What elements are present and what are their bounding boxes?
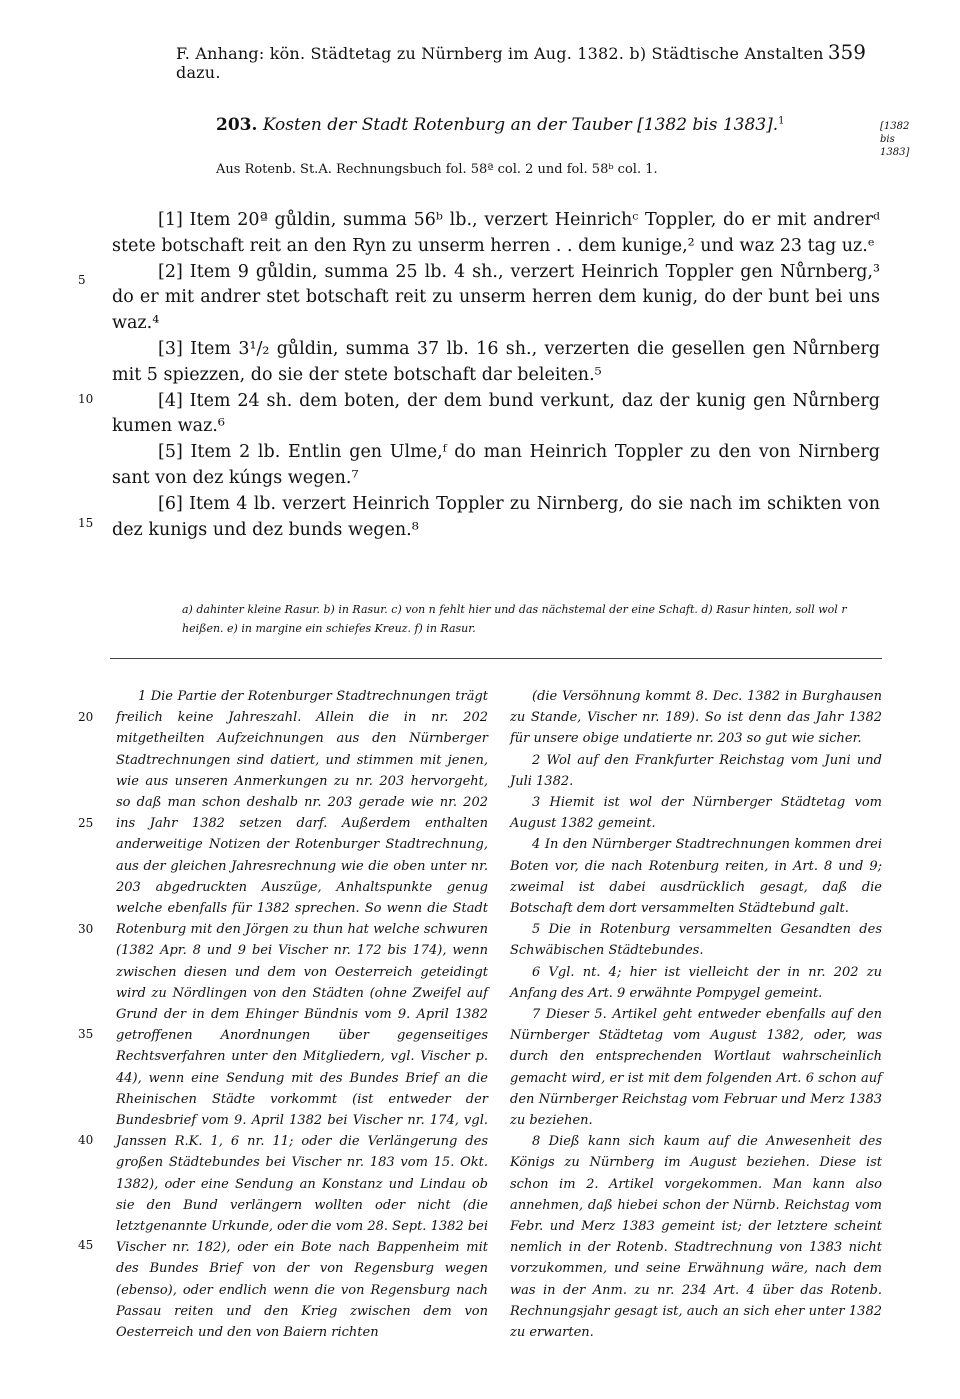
text-paragraph: [1] Item 20ª gůldin, summa 56ᵇ lb., verzert Heinrichᶜ Toppler, do er mit andrerᵈ stete botschaft reit an den Ryn zu unserm herren . . dem kunige,² und waz 23 tag uz.ᵉ	[112, 210, 880, 256]
document-number: 203.	[216, 115, 258, 135]
text-paragraph: [6] Item 4 lb. verzert Heinrich Toppler zu Nirnberg, do sie nach im schikten von dez kunigs und dez bunds wegen.⁸	[112, 493, 880, 540]
footnote: 8 Dieß kann sich kaum auf die Anwesenheit des Königs zu Nürnberg im August beziehen. Diese ist schon im 2. Artikel vorgekommen. Man kann also annehmen, daß hiebei schon der Nürnb. Reichstag vom Febr. und Merz 1383 gemeint ist; der letztere scheint nemlich in der Rotenb. Stadtrechnung von 1383 nicht vorzukommen, und seine Erwähnung wäre, nach dem was in der Anm. zu nr. 234 Art. 4 über das Rotenb. Rechnungsjahr gesagt ist, auch an sich eher unter 1382 zu erwarten.	[510, 1134, 882, 1341]
footnotes-right-column	[510, 686, 882, 1343]
main-text	[112, 208, 880, 543]
document-title: Kosten der Stadt Rotenburg an der Tauber [1382 bis 1383].	[262, 115, 779, 135]
footnote: 2 Wol auf den Frankfurter Reichstag vom Juni und Juli 1382.	[510, 752, 882, 789]
margin-date: [1382 bis 1383]	[880, 121, 910, 158]
title-footnote-ref: 1	[778, 115, 785, 127]
document-heading	[216, 115, 816, 135]
line-number: 30	[78, 922, 94, 936]
source-line: Aus Rotenb. St.A. Rechnungsbuch fol. 58ª col. 2 und fol. 58ᵇ col. 1.	[216, 162, 658, 177]
footnote: 1 Die Partie der Rotenburger Stadtrechnungen trägt freilich keine Jahreszahl. Allein die in nr. 202 mitgetheilten Aufzeichnungen aus den Nürnberger Stadtrechnungen sind datiert, und stimmen mit jenen, wie aus unseren Anmerkungen zu nr. 203 hervorgeht, so daß man schon deshalb nr. 203 gerade wie nr. 202 ins Jahr 1382 setzen darf. Außerdem enthalten anderweitige Notizen der Rotenburger Stadtrechnung, aus der gleichen Jahresrechnung wie die oben unter nr. 203 abgedruckten Auszüge, Anhaltspunkte genug welche ebenfalls für 1382 sprechen. So wenn die Stadt Rotenburg mit den Jörgen zu thun hat welche schwuren (1382 Apr. 8 und 9 bei Vischer nr. 172 bis 174), wenn zwischen diesen und dem von Oesterreich geteidingt wird zu Nördlingen von den Städten (ohne Zweifel auf Grund der in dem Ehinger Bündnis vom 9. April 1382 getroffenen Anordnungen über gegenseitiges Rechtsverfahren unter den Mitgliedern, vgl. Vischer p. 44), wenn eine Sendung mit des Bundes Brief an die Rheinischen Städte vorkommt (ist entweder der Bundesbrief vom 9. April 1382 bei Vischer nr. 174, vgl. Janssen R.K. 1, 6 nr. 11; oder die Verlängerung des großen Städtebundes bei Vischer nr. 183 vom 15. Okt. 1382), oder eine Sendung an Konstanz und Lindau ob sie den Bund verlängern wollten oder nicht (die letztgenannte Urkunde, oder die vom 28. Sept. 1382 bei Vischer nr. 182), oder ein Bote nach Bappenheim mit des Bundes Brief von der von Regensburg wegen (ebenso), oder endlich wenn die von Regensburg nach Passau reiten und den Krieg zwischen dem von Oesterreich und den von Baiern richten	[116, 689, 488, 1341]
footnote: 4 In den Nürnberger Stadtrechnungen kommen drei Boten vor, die nach Rotenburg reiten, in Art. 8 und 9; zweimal ist dabei ausdrücklich gesagt, daß die Botschaft dem dort versammelten Städtebund galt.	[510, 837, 882, 917]
text-paragraph: [3] Item 3¹/₂ gůldin, summa 37 lb. 16 sh., verzerten die gesellen gen Nůrnberg mit 5 spiezzen, do sie der stete botschaft dar beleiten.⁵	[112, 338, 880, 385]
line-number: 15	[78, 516, 94, 530]
footnote: (die Versöhnung kommt 8. Dec. 1382 in Burghausen zu Stande, Vischer nr. 189). So ist denn das Jahr 1382 für unsere obige undatierte nr. 203 so gut wie sicher.	[510, 689, 882, 747]
running-head-title: F. Anhang: kön. Städtetag zu Nürnberg im Aug. 1382. b) Städtische Anstalten dazu.	[176, 44, 824, 82]
critical-apparatus: a) dahinter kleine Rasur. b) in Rasur. c) von n fehlt hier und das nächstemal der eine Schaft. d) Rasur hinten, soll wol r heißen. e) in margine ein schiefes Kreuz. f) in Rasur.	[182, 603, 847, 635]
footnote-separator	[110, 658, 882, 659]
text-paragraph: [2] Item 9 gůldin, summa 25 lb. 4 sh., verzert Heinrich Toppler gen Nůrnberg,³ do er mit andrer stet botschaft reit zu unserm herren dem kunig, do der bunt bei uns waz.⁴	[112, 261, 880, 334]
footnote: 7 Dieser 5. Artikel geht entweder ebenfalls auf den Nürnberger Städtetag vom August 1382, oder, was durch den entsprechenden Wortlaut wahrscheinlich gemacht wird, er ist mit dem folgenden Art. 6 schon auf den Nürnberger Reichstag vom Februar und Merz 1383 zu beziehen.	[510, 1007, 882, 1129]
line-number: 5	[78, 273, 86, 287]
line-number: 45	[78, 1238, 94, 1252]
line-number: 10	[78, 392, 94, 406]
footnotes-left-column	[116, 686, 488, 1343]
footnote: 5 Die in Rotenburg versammelten Gesandten des Schwäbischen Städtebundes.	[510, 922, 882, 959]
text-paragraph: [4] Item 24 sh. dem boten, der dem bund verkunt, daz der kunig gen Nůrnberg kumen waz.⁶	[112, 390, 880, 437]
line-number: 20	[78, 710, 94, 724]
line-number: 40	[78, 1133, 94, 1147]
text-paragraph: [5] Item 2 lb. Entlin gen Ulme,ᶠ do man Heinrich Toppler zu den von Nirnberg sant von dez kúngs wegen.⁷	[112, 442, 880, 488]
page-number: 359	[827, 40, 866, 64]
line-number: 25	[78, 816, 94, 830]
footnote: 3 Hiemit ist wol der Nürnberger Städtetag vom August 1382 gemeint.	[510, 795, 882, 832]
footnote: 6 Vgl. nt. 4; hier ist vielleicht der in nr. 202 zu Anfang des Art. 9 erwähnte Pompygel gemeint.	[510, 964, 882, 1001]
line-number: 35	[78, 1027, 94, 1041]
